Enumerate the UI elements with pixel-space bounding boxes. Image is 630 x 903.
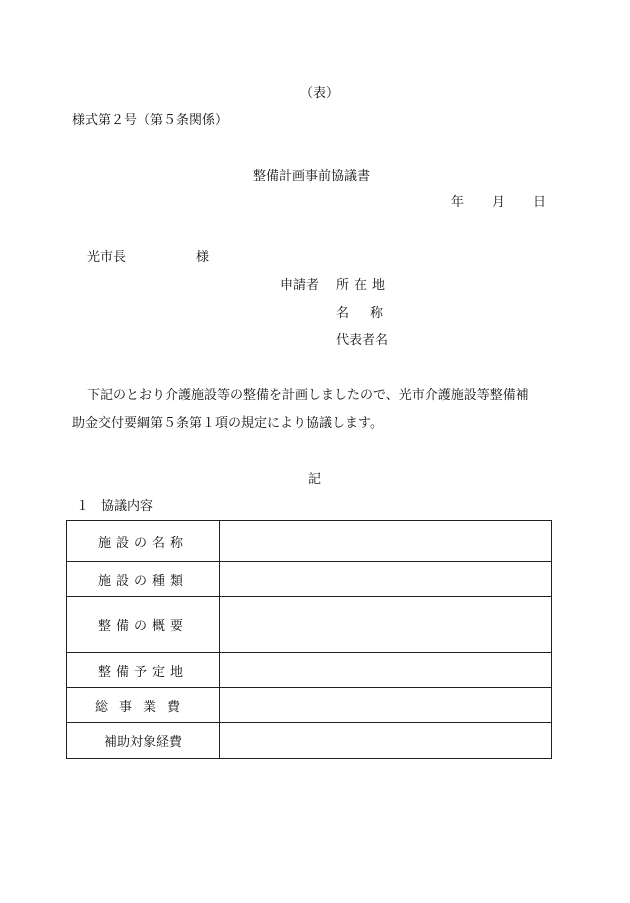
row-label-planned-site [67, 653, 220, 688]
row-value-total-cost[interactable] [220, 688, 552, 723]
omote-label: （表） [300, 86, 340, 101]
table-row [67, 562, 552, 597]
row-label-facility-type [67, 562, 220, 597]
table-row [67, 653, 552, 688]
row-label-text: 施設の名称 [97, 535, 188, 551]
table-row [67, 723, 552, 759]
row-value-facility-name[interactable] [220, 521, 552, 562]
row-label-facility-name [67, 521, 220, 562]
applicant-representative-label: 代表者名 [336, 333, 389, 348]
row-label-overview [67, 597, 220, 653]
applicant-name-label: 名 称 [336, 306, 388, 321]
row-value-planned-site[interactable] [220, 653, 552, 688]
applicant-label: 申請者 [280, 278, 320, 293]
row-value-eligible-cost[interactable] [220, 723, 552, 759]
body-text-line-2: 助金交付要綱第５条第１項の規定により協議します。 [72, 416, 383, 431]
row-label-text: 整備予定地 [97, 664, 188, 680]
consultation-table [66, 520, 552, 759]
row-label-eligible-cost [67, 723, 220, 759]
form-number: 様式第２号（第５条関係） [72, 113, 229, 128]
document-title: 整備計画事前協議書 [253, 169, 371, 184]
row-label-text: 総事業費 [94, 699, 191, 715]
ki-label: 記 [308, 472, 322, 487]
table-row [67, 521, 552, 562]
section-number: １ [76, 499, 90, 514]
addressee-name: 光市長 [87, 250, 127, 265]
date-year: 年 [451, 195, 465, 210]
section-title: 協議内容 [101, 499, 154, 514]
table-row [67, 688, 552, 723]
addressee-honorific: 様 [196, 250, 210, 265]
applicant-address-label: 所在地 [336, 278, 391, 293]
date-day: 日 [533, 195, 547, 210]
row-value-overview[interactable] [220, 597, 552, 653]
row-label-text: 整備の概要 [97, 619, 188, 634]
row-value-facility-type[interactable] [220, 562, 552, 597]
row-label-text: 補助対象経費 [103, 735, 182, 750]
body-text-line-1: 下記のとおり介護施設等の整備を計画しましたので、光市介護施設等整備補 [87, 388, 529, 403]
row-label-total-cost [67, 688, 220, 723]
row-label-text: 施設の種類 [97, 573, 188, 589]
date-month: 月 [492, 195, 506, 210]
table-row [67, 597, 552, 653]
